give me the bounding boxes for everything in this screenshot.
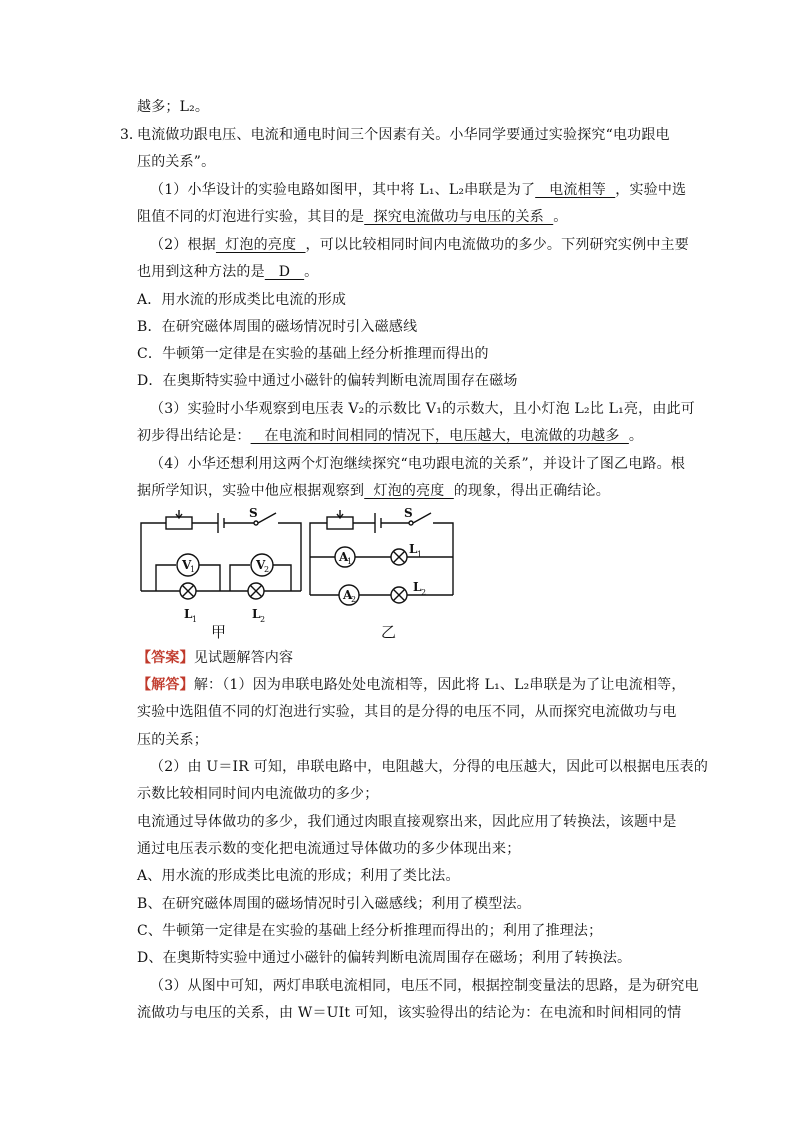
l1-subscript: 1 bbox=[192, 615, 198, 624]
l2-label: L bbox=[252, 607, 261, 621]
text: （1）小华设计的实验电路如图甲，其中将 L₁、L₂串联是为了 bbox=[150, 182, 536, 198]
solution-line: 压的关系； bbox=[137, 732, 208, 748]
text: 。 bbox=[628, 428, 644, 444]
l1-label: L bbox=[184, 607, 193, 621]
a1-subscript: 1 bbox=[347, 557, 353, 566]
l2-label: L bbox=[413, 580, 422, 594]
v1-label: V bbox=[182, 558, 192, 572]
l1-subscript: 1 bbox=[417, 550, 423, 559]
v2-subscript: 2 bbox=[264, 565, 270, 574]
circuit-diagram-yi bbox=[305, 505, 465, 615]
filled-answer: 灯泡的亮度 bbox=[215, 237, 306, 253]
option-c: C．牛顿第一定律是在实验的基础上经分析推理而得出的 bbox=[137, 346, 489, 362]
text: ，可以比较相同时间内电流做功的多少。下列研究实例中主要 bbox=[305, 237, 689, 253]
filled-answer: 灯泡的亮度 bbox=[364, 483, 454, 499]
solution-line: 实验中选阻值不同的灯泡进行实验，其目的是分得的电压不同，从而探究电流做功与电 bbox=[137, 704, 677, 720]
circuit-diagram-jia bbox=[136, 505, 306, 635]
part-1-line bbox=[150, 181, 686, 199]
solution-line: 示数比较相同时间内电流做功的多少； bbox=[137, 786, 379, 802]
solution-line: A、用水流的形成类比电流的形成；利用了类比法。 bbox=[137, 868, 460, 884]
text: 初步得出结论是： bbox=[137, 428, 251, 444]
switch-label: S bbox=[249, 506, 258, 520]
solution-line bbox=[137, 676, 686, 694]
text: 的现象，得出正确结论。 bbox=[453, 483, 611, 499]
part-3-line bbox=[137, 427, 643, 445]
part-2-line bbox=[137, 263, 318, 281]
part-4-line bbox=[137, 482, 610, 500]
l2-subscript: 2 bbox=[260, 615, 266, 624]
switch-icon bbox=[413, 513, 431, 523]
filled-answer: 探究电流做功与电压的关系 bbox=[364, 209, 554, 225]
figure-caption-jia: 甲 bbox=[211, 623, 227, 641]
part-4-line: （4）小华还想利用这两个灯泡继续探究“电功跟电流的关系”，并设计了图乙电路。根 bbox=[150, 456, 686, 472]
text: ，实验中选 bbox=[615, 182, 687, 198]
text: （2）根据 bbox=[150, 237, 216, 253]
answer-line bbox=[137, 649, 293, 667]
a2-subscript: 2 bbox=[351, 595, 357, 604]
v1-subscript: 1 bbox=[190, 565, 196, 574]
a1-label: A bbox=[339, 550, 349, 564]
answer-text: 见试题解答内容 bbox=[193, 650, 294, 666]
text: 据所学知识，实验中他应根据观察到 bbox=[137, 483, 365, 499]
solution-line: B、在研究磁体周围的磁场情况时引入磁感线；利用了模型法。 bbox=[137, 896, 531, 912]
answer-tag: 【答案】 bbox=[137, 650, 194, 666]
option-b: B．在研究磁体周围的磁场情况时引入磁感线 bbox=[137, 319, 418, 335]
l2-subscript: 2 bbox=[421, 588, 427, 597]
text: 阻值不同的灯泡进行实验，其目的是 bbox=[137, 209, 365, 225]
text: 。 bbox=[304, 264, 319, 280]
figure-caption-yi: 乙 bbox=[381, 623, 397, 641]
solution-line: 通过电压表示数的变化把电流通过导体做功的多少体现出来； bbox=[137, 841, 521, 857]
solution-text: 解：（1）因为串联电路处处电流相等，因此将 L₁、L₂串联是为了让电流相等， bbox=[193, 677, 686, 693]
text: 。 bbox=[553, 209, 568, 225]
option-a: A．用水流的形成类比电流的形成 bbox=[137, 292, 347, 308]
solution-line: C、牛顿第一定律是在实验的基础上经分析推理而得出的；利用了推理法； bbox=[137, 923, 603, 939]
text-line: 越多；L₂。 bbox=[137, 99, 210, 115]
l1-label: L bbox=[409, 542, 418, 556]
solution-line: 流做功与电压的关系，由 W＝UIt 可知，该实验得出的结论为：在电流和时间相同的情 bbox=[137, 1005, 682, 1021]
v2-label: V bbox=[256, 558, 266, 572]
solution-line: （2）由 U＝IR 可知，串联电路中，电阻越大，分得的电压越大，因此可以根据电压表的 bbox=[150, 759, 709, 775]
question-stem: 电流做功跟电压、电流和通电时间三个因素有关。小华同学要通过实验探究“电功跟电 bbox=[137, 127, 670, 143]
filled-answer: 在电流和时间相同的情况下，电压越大，电流做的功越多 bbox=[250, 428, 629, 444]
solution-line: 电流通过导体做功的多少，我们通过肉眼直接观察出来，因此应用了转换法，该题中是 bbox=[137, 814, 677, 830]
text: 也用到这种方法的是 bbox=[137, 264, 265, 280]
question-number: 3． bbox=[120, 127, 143, 143]
a2-label: A bbox=[343, 588, 353, 602]
option-d: D．在奥斯特实验中通过小磁针的偏转判断电流周围存在磁场 bbox=[137, 373, 518, 389]
part-3-line: （3）实验时小华观察到电压表 V₂的示数比 V₁的示数大，且小灯泡 L₂比 L₁亮，由此可 bbox=[150, 401, 695, 417]
part-2-line bbox=[150, 236, 689, 254]
solution-line: D、在奥斯特实验中通过小磁针的偏转判断电流周围存在磁场；利用了转换法。 bbox=[137, 950, 632, 966]
solution-tag: 【解答】 bbox=[137, 677, 194, 693]
switch-icon bbox=[258, 513, 276, 523]
switch-label: S bbox=[404, 506, 413, 520]
solution-line: （3）从图中可知，两灯串联电流相同，电压不同，根据控制变量法的思路，是为研究电 bbox=[150, 978, 699, 994]
question-stem: 压的关系”。 bbox=[137, 154, 216, 170]
part-1-line bbox=[137, 208, 567, 226]
filled-answer: D bbox=[264, 264, 305, 280]
filled-answer: 电流相等 bbox=[535, 182, 616, 198]
